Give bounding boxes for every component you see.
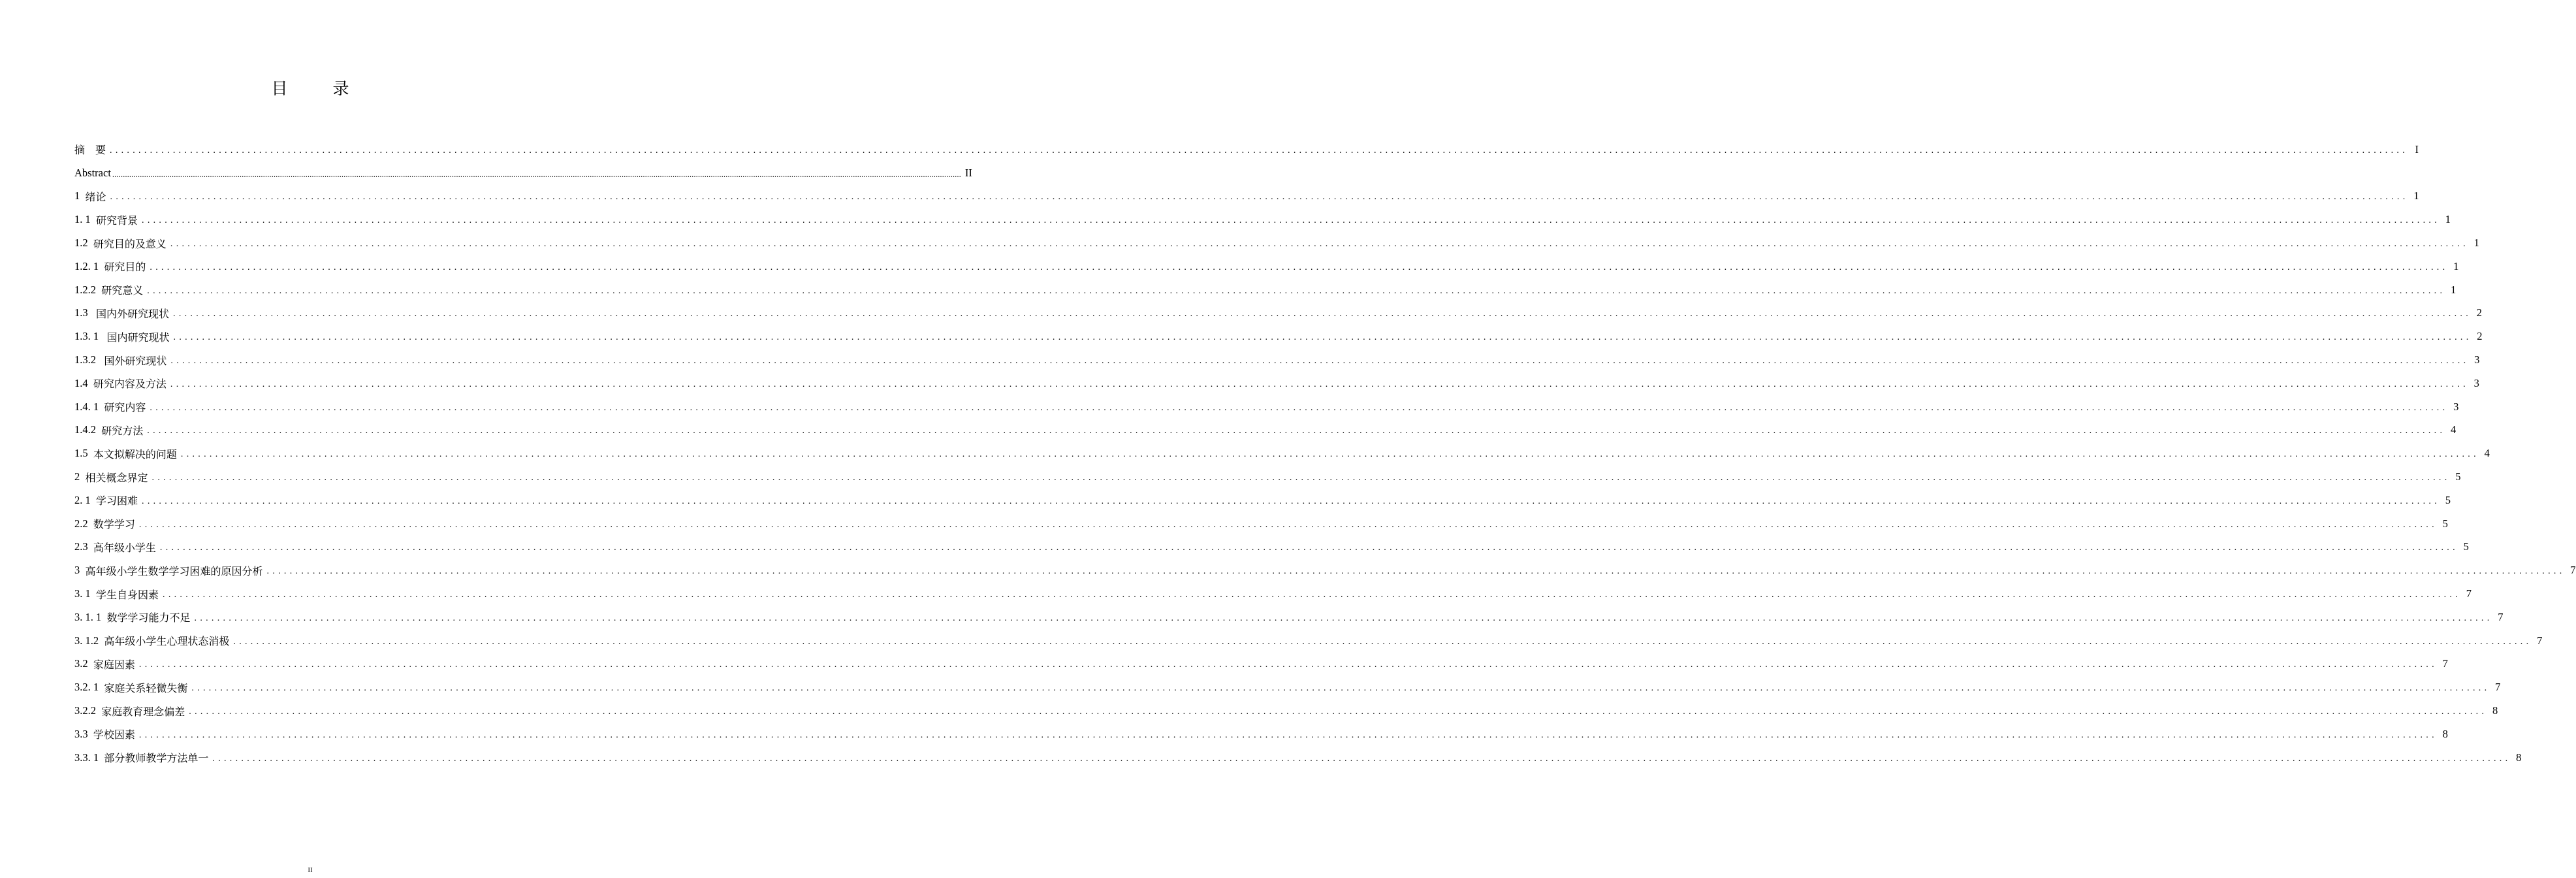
toc-entry-page: 1 xyxy=(2445,213,2451,226)
toc-entry-title: 研究目的及意义 xyxy=(93,237,167,250)
toc-entry-page: 8 xyxy=(2516,751,2522,764)
toc-dot-leader: ................................................................................................................................................................................................................................................................................................................................................................................................................ xyxy=(150,262,2449,272)
toc-entry-number: 1.2 xyxy=(74,236,93,250)
toc-dot-leader: ................................................................................................................................................................................................................................................................................................................................................................................................................ xyxy=(163,590,2462,600)
toc-entry[interactable] xyxy=(74,559,2576,582)
toc-entry[interactable] xyxy=(74,208,2451,231)
toc-dot-leader: ................................................................................................................................................................................................................................................................................................................................................................................................................ xyxy=(147,285,2446,296)
toc-entry-page: 5 xyxy=(2445,493,2451,506)
toc-entry-page: 3 xyxy=(2474,353,2480,366)
toc-entry-title: 家庭教育理念偏差 xyxy=(101,705,185,718)
toc-entry-number: 1.3.2 xyxy=(74,353,104,366)
toc-entry[interactable] xyxy=(74,512,2448,536)
toc-entry[interactable] xyxy=(74,699,2498,723)
toc-entry[interactable] xyxy=(74,348,2480,372)
toc-dot-leader: ................................................................................................................................................................................................................................................................................................................................................................................................................ xyxy=(142,496,2441,506)
toc-entry-title: 学习困难 xyxy=(96,495,138,508)
toc-entry-title: 摘 要 xyxy=(74,144,106,157)
toc-entry-page: 4 xyxy=(2451,423,2457,436)
toc-entry-page: 1 xyxy=(2413,189,2419,203)
toc-dot-leader: ................................................................................................................................................................................................................................................................................................................................................................................................................ xyxy=(173,309,2472,319)
toc-dot-leader: ................................................................................................................................................................................................................................................................................................................................................................................................................ xyxy=(170,239,2469,250)
toc-dot-leader: ................................................................................................................................................................................................................................................................................................................................................................................................................ xyxy=(142,216,2441,226)
toc-entry-number: 3.3. 1 xyxy=(74,751,104,764)
toc-entry-title: 绪论 xyxy=(85,190,106,203)
toc-entry-page: 2 xyxy=(2477,330,2483,343)
toc-entry-title: 家庭关系轻微失衡 xyxy=(104,681,188,694)
toc-entry-page: 7 xyxy=(2466,587,2472,600)
toc-entry-page: 8 xyxy=(2492,704,2498,717)
toc-dot-leader: ................................................................................................................................................................................................................................................................................................................................................................................................................ xyxy=(233,636,2532,647)
toc-entry-number: 3.3 xyxy=(74,727,93,740)
toc-dot-leader: ................................................................................................................................................................................................................................................................................................................................................................................................................ xyxy=(159,543,2458,553)
toc-entry-title: 研究内容及方法 xyxy=(93,378,167,391)
toc-dot-leader: ................................................................................................................................................................................................................................................................................................................................................................................................................ xyxy=(147,426,2446,436)
toc-entry[interactable] xyxy=(74,536,2469,559)
toc-entry-number: 2.2 xyxy=(74,517,93,530)
toc-entry-number: 1.3 xyxy=(74,306,96,319)
toc-entry[interactable] xyxy=(74,325,2483,348)
toc-entry-page: 1 xyxy=(2473,236,2479,250)
toc-entry[interactable] xyxy=(74,302,2483,325)
toc-entry-title: 高年级小学生 xyxy=(93,541,156,554)
toc-entry[interactable] xyxy=(74,138,2419,161)
toc-entry-page: 1 xyxy=(2451,283,2457,296)
toc-entry-title: 研究背景 xyxy=(96,214,138,227)
toc-entry-title: 数学学习能力不足 xyxy=(106,611,191,625)
toc-entry-page: 7 xyxy=(2537,634,2543,647)
toc-entry-number: 2. 1 xyxy=(74,493,96,506)
toc-entry-number: 3 xyxy=(74,564,86,577)
toc-entry-title: 家庭因素 xyxy=(93,658,135,671)
toc-entry-number: 3. 1. 1 xyxy=(74,610,107,623)
toc-entry-number: 1.2. 1 xyxy=(74,259,104,272)
toc-entry[interactable] xyxy=(74,442,2490,465)
toc-entry-page: 5 xyxy=(2463,540,2469,553)
toc-entry-number: 1.4.2 xyxy=(74,423,102,436)
toc-entry-number: 3. 1.2 xyxy=(74,634,104,647)
toc-entry-title: 相关概念界定 xyxy=(85,471,148,484)
toc-entry-title: 研究方法 xyxy=(101,424,144,437)
toc-dot-leader: ................................................................................................................................................................................................................................................................................................................................................................................................................ xyxy=(173,333,2472,343)
toc-entry[interactable] xyxy=(74,372,2479,395)
footer-page-number: II xyxy=(308,866,313,874)
toc-entry-number: 1.4 xyxy=(74,376,93,389)
toc-entry-number: 1.2.2 xyxy=(74,283,102,296)
toc-entry-number: 2.3 xyxy=(74,540,93,553)
toc-entry[interactable] xyxy=(74,395,2459,419)
toc-entry-number: 2 xyxy=(74,470,86,483)
toc-entry-title: 研究意义 xyxy=(101,284,144,297)
toc-dot-leader: ................................................................................................................................................................................................................................................................................................................................................................................................................ xyxy=(110,192,2409,203)
toc-entry-page: 4 xyxy=(2484,447,2490,460)
toc-entry[interactable] xyxy=(74,629,2543,653)
toc-entry[interactable] xyxy=(74,723,2448,746)
toc-entry-page: 5 xyxy=(2455,470,2461,483)
table-of-contents xyxy=(74,138,2576,770)
toc-entry-number: 1.4. 1 xyxy=(74,400,104,413)
toc-dot-leader: ................................................................................................................................................................................................................................................................................................................................................................................................................ xyxy=(170,356,2470,366)
toc-entry-number: 1. 1 xyxy=(74,213,96,226)
toc-entry-number: 3.2 xyxy=(74,657,93,670)
toc-entry-page: I xyxy=(2415,142,2419,155)
toc-entry-number: 3.2. 1 xyxy=(74,681,104,694)
toc-entry-page: 8 xyxy=(2442,727,2448,740)
toc-entry[interactable] xyxy=(74,746,2522,770)
toc-dot-leader: ................................................................................................................................................................................................................................................................................................................................................................................................................ xyxy=(194,613,2493,623)
page-title: 目 录 xyxy=(271,79,364,98)
toc-entry-title: 高年级小学生心理状态消极 xyxy=(104,635,230,648)
toc-entry-title: 国内外研究现状 xyxy=(96,307,170,320)
toc-dot-leader: ................................................................................................................................................................................................................................................................................................................................................................................................................ xyxy=(138,730,2438,740)
toc-entry-title: 学生自身因素 xyxy=(96,588,159,601)
toc-dot-leader: ................................................................................................................................................................................................................................................................................................................................................................................................................ xyxy=(180,449,2479,460)
toc-entry-page: 3 xyxy=(2453,400,2459,413)
toc-entry[interactable] xyxy=(74,675,2501,699)
toc-entry[interactable] xyxy=(74,255,2459,278)
toc-entry-page: 7 xyxy=(2495,681,2501,694)
toc-dot-leader: ................................................................................................................................................................................................................................................................................................................................................................................................................ xyxy=(189,707,2488,717)
toc-entry-title: 数学学习 xyxy=(93,518,135,531)
toc-entry-page: 7 xyxy=(2442,657,2448,670)
toc-entry-number: 1.5 xyxy=(74,447,93,460)
toc-entry-title: 本文拟解决的问题 xyxy=(93,447,177,461)
toc-entry-page: 1 xyxy=(2453,259,2459,272)
toc-entry[interactable] xyxy=(74,489,2451,512)
toc-dot-leader: ................................................................................................................................................................................................................................................................................................................................................................................................................ xyxy=(112,169,961,180)
toc-entry-page: 5 xyxy=(2442,517,2448,530)
toc-entry-page: 7 xyxy=(2570,564,2576,577)
toc-entry-title: Abstract xyxy=(74,166,111,179)
toc-entry[interactable] xyxy=(74,278,2457,302)
toc-dot-leader: ................................................................................................................................................................................................................................................................................................................................................................................................................ xyxy=(191,683,2490,694)
toc-entry-title: 高年级小学生数学学习困难的原因分析 xyxy=(85,564,263,577)
toc-entry-title: 国外研究现状 xyxy=(104,354,167,367)
toc-dot-leader: ................................................................................................................................................................................................................................................................................................................................................................................................................ xyxy=(151,473,2451,483)
toc-dot-leader: ................................................................................................................................................................................................................................................................................................................................................................................................................ xyxy=(150,402,2449,413)
toc-entry-page: 7 xyxy=(2498,610,2504,623)
toc-entry-number: 1.3. 1 xyxy=(74,330,107,343)
toc-entry[interactable] xyxy=(74,185,2419,208)
toc-dot-leader: ................................................................................................................................................................................................................................................................................................................................................................................................................ xyxy=(170,379,2469,389)
toc-entry-page: II xyxy=(964,166,972,179)
toc-entry-title: 国内研究现状 xyxy=(106,331,170,344)
toc-entry-title: 研究目的 xyxy=(104,261,146,274)
toc-entry[interactable] xyxy=(74,606,2504,629)
toc-dot-leader: ................................................................................................................................................................................................................................................................................................................................................................................................................ xyxy=(138,519,2438,530)
toc-entry[interactable] xyxy=(74,419,2457,442)
toc-entry[interactable] xyxy=(74,582,2472,606)
toc-entry-number: 3.2.2 xyxy=(74,704,102,717)
toc-entry[interactable] xyxy=(74,653,2448,676)
toc-entry-number: 1 xyxy=(74,189,86,203)
toc-entry[interactable] xyxy=(74,465,2461,489)
toc-dot-leader: ................................................................................................................................................................................................................................................................................................................................................................................................................ xyxy=(138,660,2438,670)
toc-dot-leader: ................................................................................................................................................................................................................................................................................................................................................................................................................ xyxy=(212,753,2511,764)
toc-entry[interactable] xyxy=(74,161,972,185)
toc-entry-page: 2 xyxy=(2476,306,2483,319)
toc-entry-title: 学校因素 xyxy=(93,728,135,741)
toc-entry[interactable] xyxy=(74,231,2479,255)
toc-entry-title: 部分教师教学方法单一 xyxy=(104,752,209,765)
toc-dot-leader: ................................................................................................................................................................................................................................................................................................................................................................................................................ xyxy=(110,145,2409,155)
toc-entry-title: 研究内容 xyxy=(104,401,146,414)
toc-entry-number: 3. 1 xyxy=(74,587,96,600)
toc-dot-leader: ................................................................................................................................................................................................................................................................................................................................................................................................................ xyxy=(266,566,2566,577)
toc-entry-page: 3 xyxy=(2473,376,2479,389)
